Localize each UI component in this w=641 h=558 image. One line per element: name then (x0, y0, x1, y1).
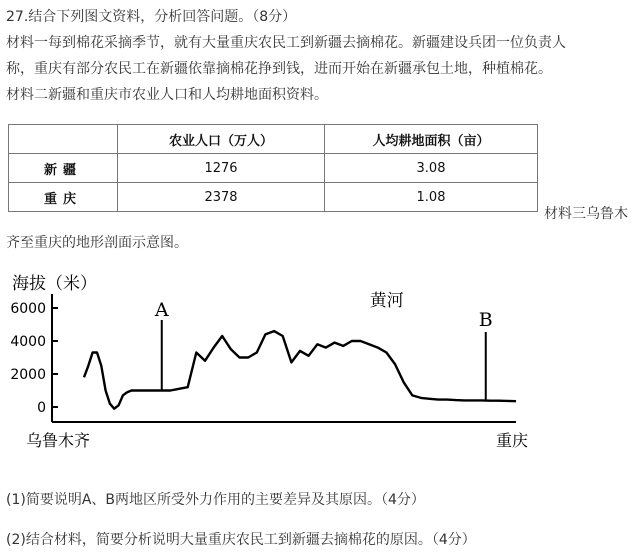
y-axis-label: 海拔（米） (12, 274, 97, 294)
y-ticks (10, 301, 58, 416)
table-header-cell (9, 125, 118, 154)
question-1: (1)简要说明A、B两地区所受外力作用的主要差异及其原因。（4分） (6, 492, 425, 508)
terrain-line (84, 331, 516, 409)
annotation-label: A (154, 299, 169, 321)
data-table (8, 124, 538, 212)
material1-line2: 称，重庆有部分农民工在新疆依靠摘棉花挣到钱，进而开始在新疆承包土地，种植棉花。 (6, 61, 552, 77)
table-header-cell: 人均耕地面积（亩） (325, 125, 538, 154)
y-tick-label: 6000 (10, 301, 46, 317)
material2-text: 材料二新疆和重庆市农业人口和人均耕地面积资料。 (6, 87, 328, 103)
table-header-row (9, 125, 538, 154)
terrain-profile-chart (0, 262, 641, 457)
material3-text-part1: 材料三乌鲁木 (544, 206, 628, 222)
x-start-label: 乌鲁木齐 (26, 431, 91, 450)
table-cell-population: 2378 (118, 183, 325, 212)
table-cell-population: 1276 (118, 154, 325, 183)
table-row (9, 183, 538, 212)
table-row (9, 154, 538, 183)
material1-line1: 材料一每到棉花采摘季节，就有大量重庆农民工到新疆去摘棉花。新疆建设兵团一位负责人 (6, 35, 566, 51)
table-cell-area: 3.08 (325, 154, 538, 183)
question-2: (2)结合材料，简要分析说明大量重庆农民工到新疆去摘棉花的原因。（4分） (6, 532, 476, 548)
table-cell-region: 重庆 (9, 183, 118, 212)
question-header: 27.结合下列图文资料，分析回答问题。（8分） (6, 9, 297, 25)
y-tick-label: 4000 (10, 334, 46, 350)
annotation-label: 黄河 (369, 291, 404, 311)
y-tick-label: 0 (37, 400, 46, 416)
material3-text-part2: 齐至重庆的地形剖面示意图。 (6, 235, 188, 251)
table-cell-region: 新疆 (9, 154, 118, 183)
annotation-label: B (478, 309, 493, 331)
table-header-cell: 农业人口（万人） (118, 125, 325, 154)
y-tick-label: 2000 (10, 367, 46, 383)
x-end-label: 重庆 (496, 431, 529, 450)
table-cell-area: 1.08 (325, 183, 538, 212)
